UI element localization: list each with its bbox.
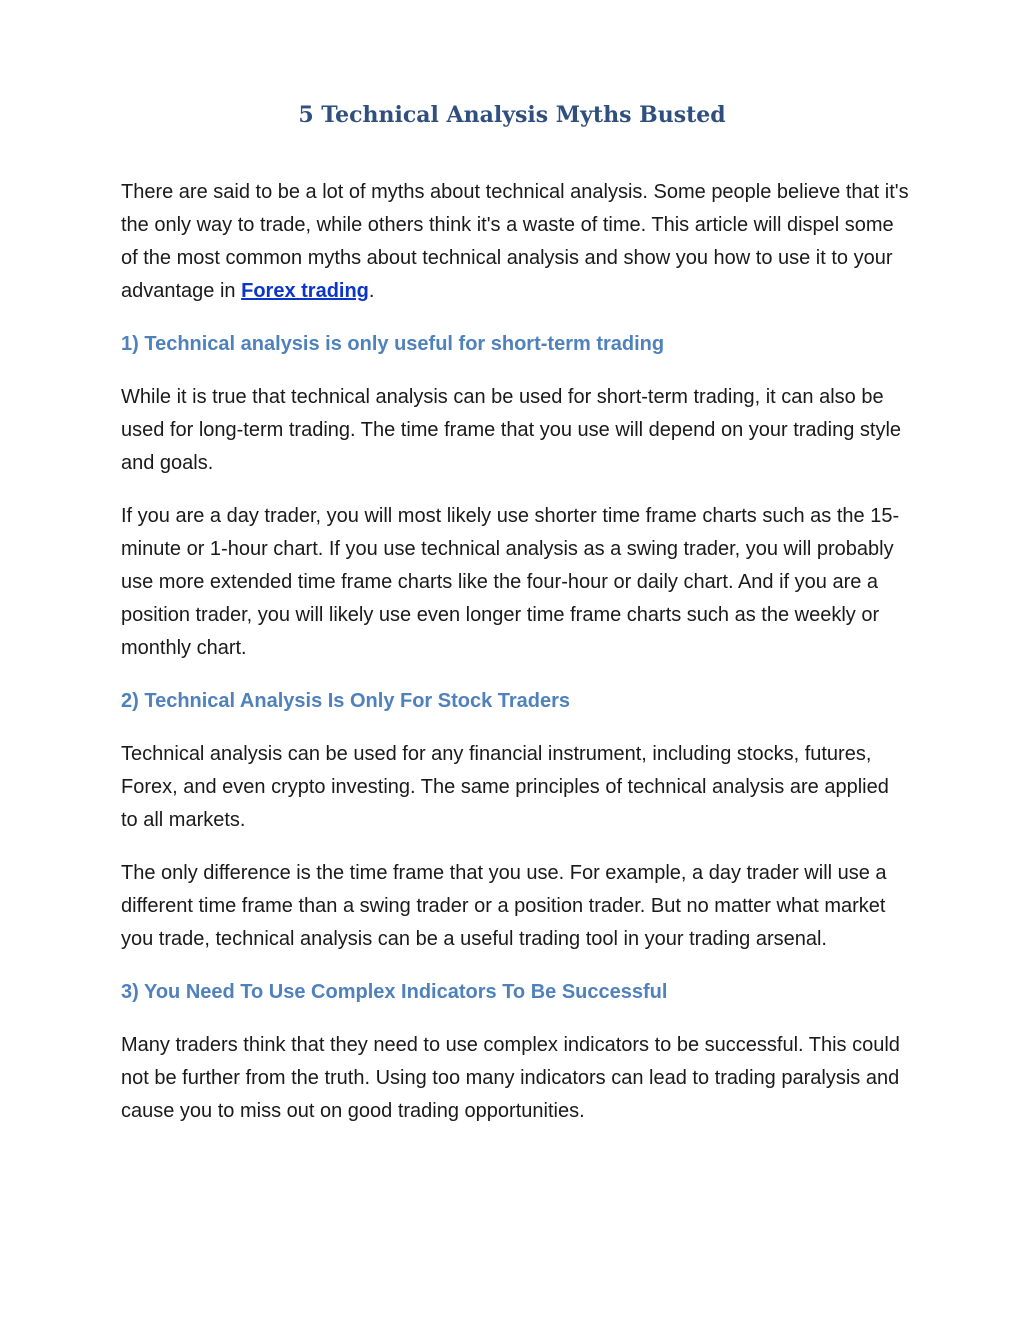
forex-trading-link[interactable]: Forex trading — [241, 280, 369, 302]
intro-text: There are said to be a lot of myths about technical analysis. Some people believe that it's the only way to trade, while others think it's a waste of time. This article will dispel some of the most common myths about technical analysis and show you how to use it to your advantage in — [121, 181, 909, 302]
section-3-heading: 3) You Need To Use Complex Indicators To Be Successful — [121, 981, 668, 1003]
section-1-paragraph-2: If you are a day trader, you will most likely use shorter time frame charts such as the 15-minute or 1-hour chart. If you use technical analysis as a swing trader, you will probably use more extended time frame charts like the four-hour or daily chart. And if you are a position trader, you will likely use even longer time frame charts such as the weekly or monthly chart. — [121, 505, 900, 659]
section-1-heading: 1) Technical analysis is only useful for short-term trading — [121, 333, 665, 355]
section-2-heading: 2) Technical Analysis Is Only For Stock Traders — [121, 690, 571, 712]
intro-paragraph — [121, 176, 911, 308]
section-3-paragraph-1: Many traders think that they need to use complex indicators to be successful. This could not be further from the truth. Using too many indicators can lead to trading paralysis and cause you to miss out on good trading opportunities. — [121, 1034, 900, 1122]
intro-text-end: . — [368, 280, 375, 302]
document-body — [121, 176, 911, 1128]
document-title: 5 Technical Analysis Myths Busted — [298, 102, 726, 128]
section-2-paragraph-2: The only difference is the time frame that you use. For example, a day trader will use a different time frame than a swing trader or a position trader. But no matter what market you trade, technical analysis can be a useful trading tool in your trading arsenal. — [121, 862, 887, 950]
section-2-paragraph-1: Technical analysis can be used for any financial instrument, including stocks, futures, Forex, and even crypto investing. The same principles of technical analysis are applied to all markets. — [121, 743, 889, 831]
section-1-paragraph-1: While it is true that technical analysis can be used for short-term trading, it can also be used for long-term trading. The time frame that you use will depend on your trading style and goals. — [121, 386, 902, 474]
